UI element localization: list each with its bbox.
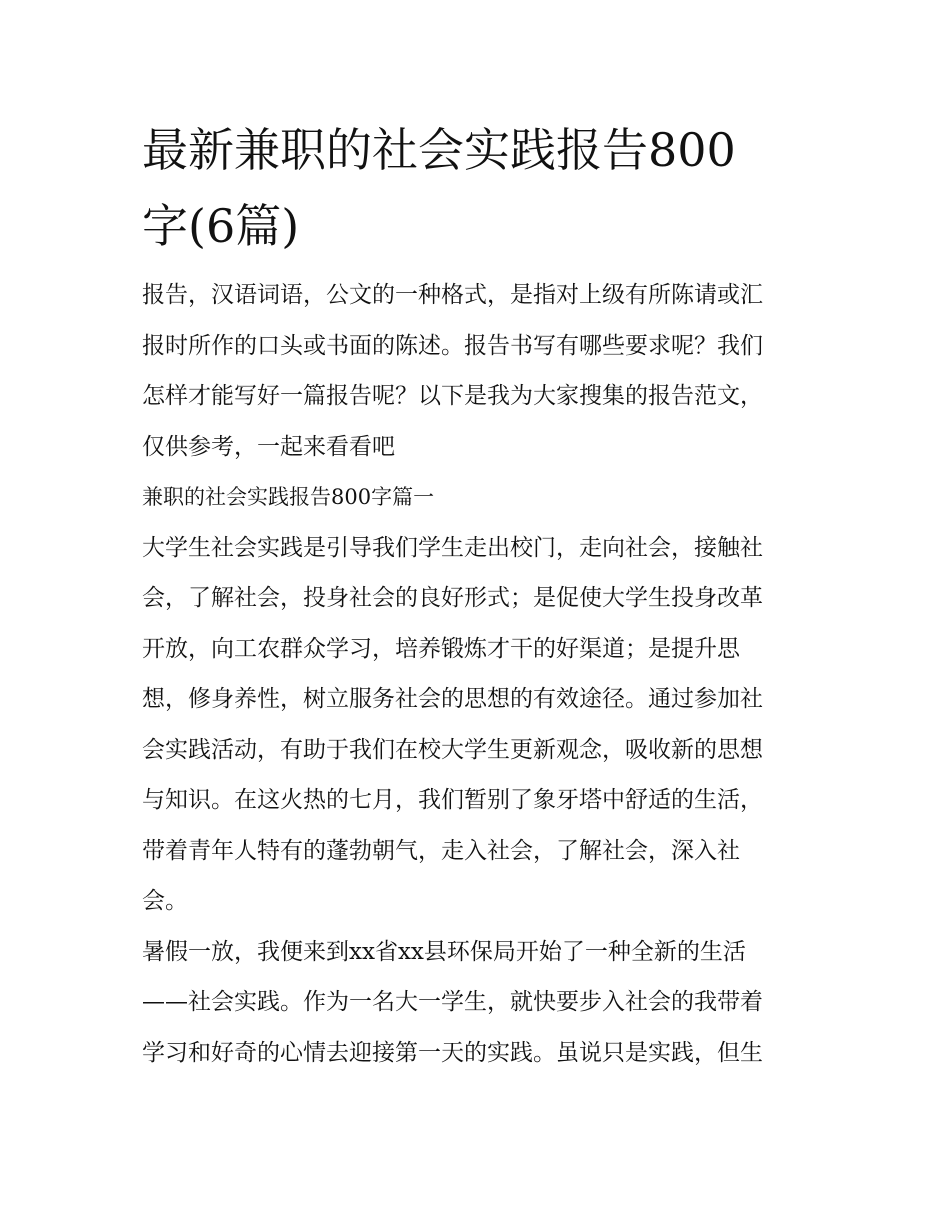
paragraph1-line: 大学生社会实践是引导我们学生走出校门，走向社会，接触社 bbox=[142, 534, 763, 561]
paragraph1-line: 想，修身养性，树立服务社会的思想的有效途径。通过参加社 bbox=[142, 686, 763, 712]
paragraph2-line: 暑假一放，我便来到xx省xx县环保局开始了一种全新的生活 bbox=[142, 938, 746, 965]
document-title bbox=[142, 112, 818, 264]
intro-line: 报告，汉语词语，公文的一种格式，是指对上级有所陈请或汇 bbox=[142, 282, 763, 308]
paragraph1-line: 开放，向工农群众学习，培养锻炼才干的好渠道；是提升思 bbox=[142, 635, 740, 662]
document-body bbox=[142, 270, 818, 1078]
intro-line: 怎样才能写好一篇报告呢？以下是我为大家搜集的报告范文， bbox=[142, 383, 763, 409]
intro-line: 报时所作的口头或书面的陈述。报告书写有哪些要求呢？我们 bbox=[142, 332, 763, 359]
paragraph1-line: 与知识。在这火热的七月，我们暂别了象牙塔中舒适的生活， bbox=[142, 787, 763, 813]
paragraph2-line: 学习和好奇的心情去迎接第一天的实践。虽说只是实践，但生 bbox=[142, 1039, 763, 1066]
intro-line: 仅供参考，一起来看看吧 bbox=[142, 433, 395, 460]
section-heading: 兼职的社会实践报告800字篇一 bbox=[142, 485, 435, 509]
document-content bbox=[142, 112, 818, 1078]
paragraph2-line: ——社会实践。作为一名大一学生，就快要步入社会的我带着 bbox=[142, 989, 763, 1015]
paragraph1-line: 带着青年人特有的蓬勃朝气，走入社会，了解社会，深入社 bbox=[142, 837, 740, 864]
paragraph1-line: 会。 bbox=[142, 888, 188, 914]
paragraph1-line: 会，了解社会，投身社会的良好形式；是促使大学生投身改革 bbox=[142, 585, 763, 611]
title-line-2: 字(6篇) bbox=[142, 199, 300, 253]
paragraph1-line: 会实践活动，有助于我们在校大学生更新观念，吸收新的思想 bbox=[142, 736, 763, 763]
title-line-1: 最新兼职的社会实践报告800 bbox=[142, 123, 736, 177]
